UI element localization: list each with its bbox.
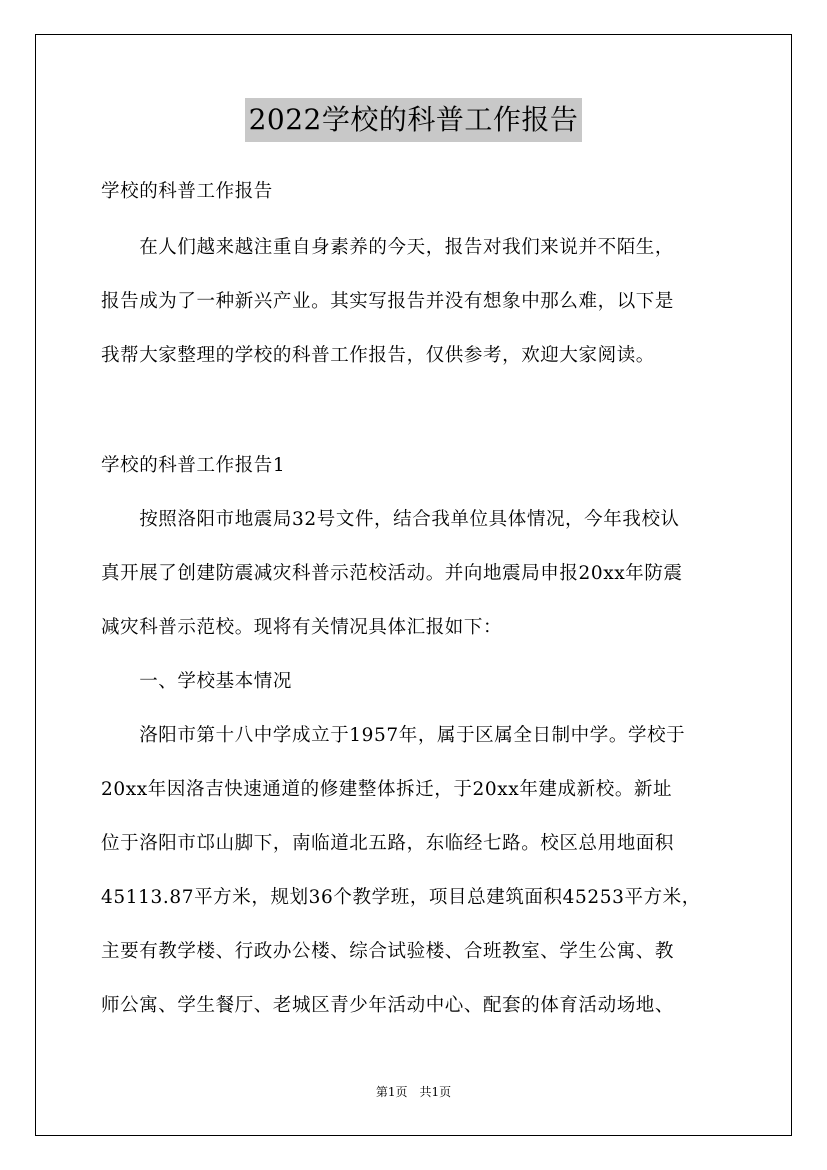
text-line: 报告成为了一种新兴产业。其实写报告并没有想象中那么难，以下是	[101, 291, 675, 312]
text-line: 减灾科普示范校。现将有关情况具体汇报如下：	[101, 617, 503, 638]
subheading-line: 一、学校基本情况	[101, 671, 293, 692]
title-container	[0, 98, 827, 142]
page-footer: 第1页 共1页	[375, 1085, 452, 1099]
section-heading: 学校的科普工作报告1	[101, 455, 286, 476]
text-line: 位于洛阳市邙山脚下，南临道北五路，东临经七路。校区总用地面积	[101, 833, 675, 854]
text-line: 我帮大家整理的学校的科普工作报告，仅供参考，欢迎大家阅读。	[101, 345, 655, 366]
text-line: 师公寓、学生餐厅、老城区青少年活动中心、配套的体育活动场地、	[101, 995, 675, 1016]
text-line: 在人们越来越注重自身素养的今天，报告对我们来说并不陌生，	[101, 237, 675, 258]
document-title: 2022学校的科普工作报告	[245, 98, 583, 142]
text-line: 洛阳市第十八中学成立于1957年，属于区属全日制中学。学校于	[101, 725, 686, 746]
text-line: 45113.87平方米，规划36个教学班，项目总建筑面积45253平方米，	[101, 887, 701, 908]
text-line: 真开展了创建防震减灾科普示范校活动。并向地震局申报20xx年防震	[101, 563, 683, 584]
text-line: 20xx年因洛吉快速通道的修建整体拆迁，于20xx年建成新校。新址	[101, 779, 673, 800]
heading-line: 学校的科普工作报告	[101, 181, 273, 202]
text-line: 主要有教学楼、行政办公楼、综合试验楼、合班教室、学生公寓、教	[101, 941, 675, 962]
text-line: 按照洛阳市地震局32号文件，结合我单位具体情况，今年我校认	[101, 509, 680, 530]
